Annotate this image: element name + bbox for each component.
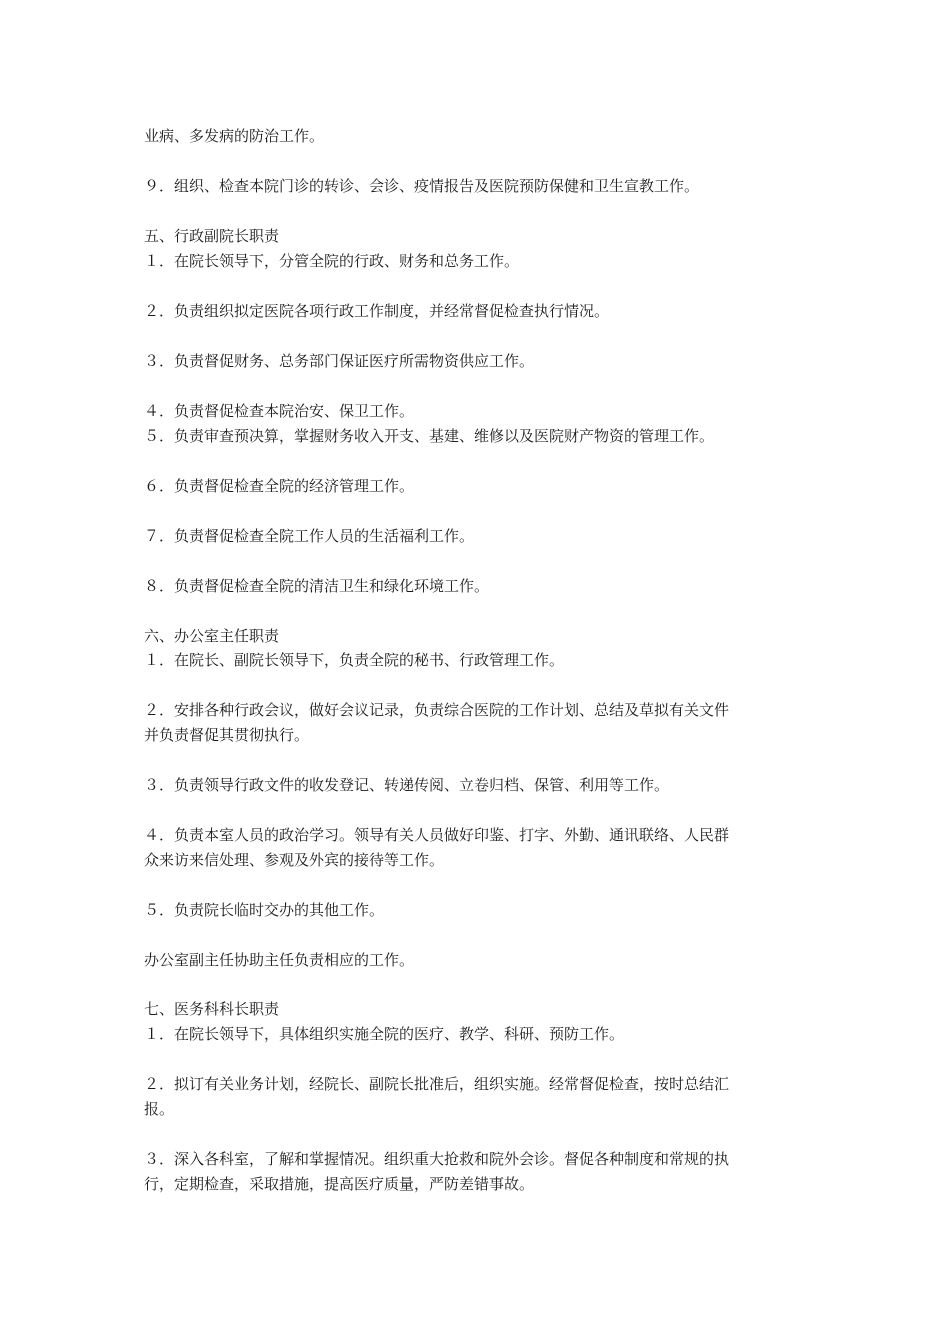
paragraph-line: 众来访来信处理、参观及外宾的接待等工作。 (144, 851, 445, 869)
paragraph-line: 行，定期检查，采取措施，提高医疗质量，严防差错事故。 (144, 1175, 535, 1193)
paragraph-line: ４．负责督促检查本院治安、保卫工作。 (144, 402, 415, 420)
paragraph-line: ３．负责督促财务、总务部门保证医疗所需物资供应工作。 (144, 352, 535, 370)
paragraph-line: ５．负责院长临时交办的其他工作。 (144, 901, 385, 919)
paragraph-line: １．在院长领导下，分管全院的行政、财务和总务工作。 (144, 252, 520, 270)
paragraph-line: ２．安排各种行政会议，做好会议记录，负责综合医院的工作计划、总结及草拟有关文件 (144, 701, 730, 719)
paragraph-line: １．在院长领导下，具体组织实施全院的医疗、教学、科研、预防工作。 (144, 1025, 625, 1043)
paragraph-line: ３．深入各科室，了解和掌握情况。组织重大抢救和院外会诊。督促各种制度和常规的执 (144, 1150, 730, 1168)
section-heading: 六、办公室主任职责 (144, 627, 280, 645)
paragraph-line: ７．负责督促检查全院工作人员的生活福利工作。 (144, 527, 475, 545)
paragraph-line: ８．负责督促检查全院的清洁卫生和绿化环境工作。 (144, 577, 490, 595)
paragraph-line: 报。 (144, 1100, 175, 1118)
paragraph-line: 办公室副主任协助主任负责相应的工作。 (144, 951, 415, 969)
paragraph-line: ９．组织、检查本院门诊的转诊、会诊、疫情报告及医院预防保健和卫生宣教工作。 (144, 177, 700, 195)
paragraph-line: ２．负责组织拟定医院各项行政工作制度，并经常督促检查执行情况。 (144, 302, 610, 320)
paragraph-line: ６．负责督促检查全院的经济管理工作。 (144, 477, 415, 495)
paragraph-line: ３．负责领导行政文件的收发登记、转递传阅、立卷归档、保管、利用等工作。 (144, 776, 670, 794)
paragraph-line: 业病、多发病的防治工作。 (144, 127, 325, 145)
paragraph-line: ２．拟订有关业务计划，经院长、副院长批准后，组织实施。经常督促检查，按时总结汇 (144, 1075, 730, 1093)
section-heading: 七、医务科科长职责 (144, 1000, 280, 1018)
paragraph-line: ５．负责审查预决算，掌握财务收入开支、基建、维修以及医院财产物资的管理工作。 (144, 427, 715, 445)
section-heading: 五、行政副院长职责 (144, 227, 280, 245)
paragraph-line: １．在院长、副院长领导下，负责全院的秘书、行政管理工作。 (144, 651, 565, 669)
paragraph-line: ４．负责本室人员的政治学习。领导有关人员做好印鉴、打字、外勤、通讯联络、人民群 (144, 826, 730, 844)
paragraph-line: 并负责督促其贯彻执行。 (144, 726, 310, 744)
